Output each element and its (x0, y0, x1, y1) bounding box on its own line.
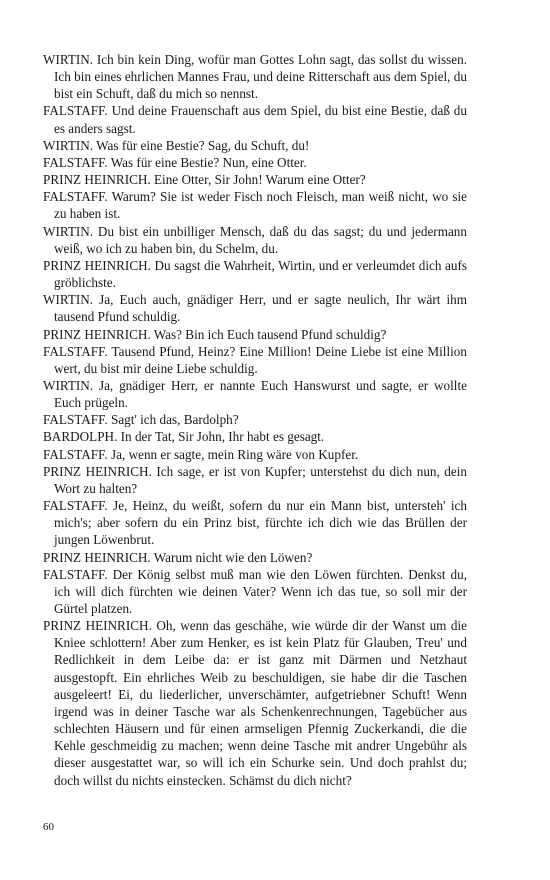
dialogue-paragraph: FALSTAFF. Tausend Pfund, Heinz? Eine Million! Deine Liebe ist eine Million wert, du bist mir deine Liebe schuldig. (43, 343, 467, 376)
dialogue-text (43, 51, 467, 789)
dialogue-paragraph: WIRTIN. Ja, Euch auch, gnädiger Herr, und er sagte neulich, Ihr wärt ihm tausend Pfund schuldig. (43, 292, 467, 325)
dialogue-paragraph: WIRTIN. Du bist ein unbilliger Mensch, daß du das sagst; du und jedermann weiß, wo ich zu haben bin, du Schelm, du. (43, 223, 467, 256)
dialogue-paragraph: PRINZ HEINRICH. Oh, wenn das geschähe, wie würde dir der Wanst um die Kniee schlottern! Aber zum Henker, es ist kein Platz für Glauben, Treu' und Redlichkeit in dem Leibe da: er ist ganz mit Därmen und Netzhaut ausgestopft. Ein ehrliches Weib zu beschuldigen, sie habe dir die Taschen ausgeleert! Ei, du liederlicher, unverschämter, aufgetriebner Schuft! Wenn irgend was in deiner Tasche war als Schenkenrechnungen, Tagebücher aus schlechten Häusern und für einen armseligen Pfennig Zuckerkandi, die die Kehle geschmeidig zu machen; wenn deine Tasche mit andrer Ungebühr als dieser ausgestattet war, so will ich ein Schurke sein. Und doch prahlst du; doch willst du nichts einstecken. Schämst du dich nicht? (43, 618, 467, 788)
dialogue-paragraph: BARDOLPH. In der Tat, Sir John, Ihr habt es gesagt. (43, 429, 325, 445)
dialogue-paragraph: FALSTAFF. Und deine Frauenschaft aus dem Spiel, du bist eine Bestie, daß du es anders sagst. (43, 103, 467, 136)
dialogue-paragraph: FALSTAFF. Warum? Sie ist weder Fisch noch Fleisch, man weiß nicht, wo sie zu haben ist. (43, 189, 467, 222)
dialogue-paragraph: FALSTAFF. Ja, wenn er sagte, mein Ring wäre von Kupfer. (43, 446, 359, 462)
dialogue-paragraph: PRINZ HEINRICH. Was? Bin ich Euch tausend Pfund schuldig? (43, 326, 387, 342)
dialogue-paragraph: FALSTAFF. Der König selbst muß man wie den Löwen fürchten. Denkst du, ich will dich fürchten wie deinen Vater? Wenn ich das tue, so soll mir der Gürtel platzen. (43, 566, 467, 616)
dialogue-paragraph: PRINZ HEINRICH. Ich sage, er ist von Kupfer; unterstehst du dich nun, dein Wort zu halten? (43, 463, 467, 496)
dialogue-paragraph: WIRTIN. Ja, gnädiger Herr, er nannte Euch Hanswurst und sagte, er wollte Euch prügeln. (43, 377, 467, 411)
dialogue-paragraph: PRINZ HEINRICH. Du sagst die Wahrheit, Wirtin, und er verleumdet dich aufs gröblichste. (43, 257, 467, 291)
page-number: 60 (43, 821, 54, 833)
dialogue-paragraph: FALSTAFF. Je, Heinz, du weißt, sofern du nur ein Mann bist, untersteh' ich mich's; aber sofern du ein Prinz bist, fürchte ich dich wie das Brüllen der jungen Löwenbrut. (43, 498, 467, 548)
dialogue-paragraph: WIRTIN. Was für eine Bestie? Sag, du Schuft, du! (43, 137, 310, 153)
dialogue-paragraph: FALSTAFF. Sagt' ich das, Bardolph? (43, 412, 239, 428)
dialogue-paragraph: WIRTIN. Ich bin kein Ding, wofür man Gottes Lohn sagt, das sollst du wissen. Ich bin eines ehrlichen Mannes Frau, und deine Ritterschaft aus dem Spiel, du bist ein Schuft, daß du mich so nennst. (43, 52, 467, 102)
dialogue-paragraph: PRINZ HEINRICH. Eine Otter, Sir John! Warum eine Otter? (43, 172, 366, 188)
dialogue-paragraph: PRINZ HEINRICH. Warum nicht wie den Löwen? (43, 549, 313, 565)
dialogue-paragraph: FALSTAFF. Was für eine Bestie? Nun, eine Otter. (43, 154, 307, 170)
